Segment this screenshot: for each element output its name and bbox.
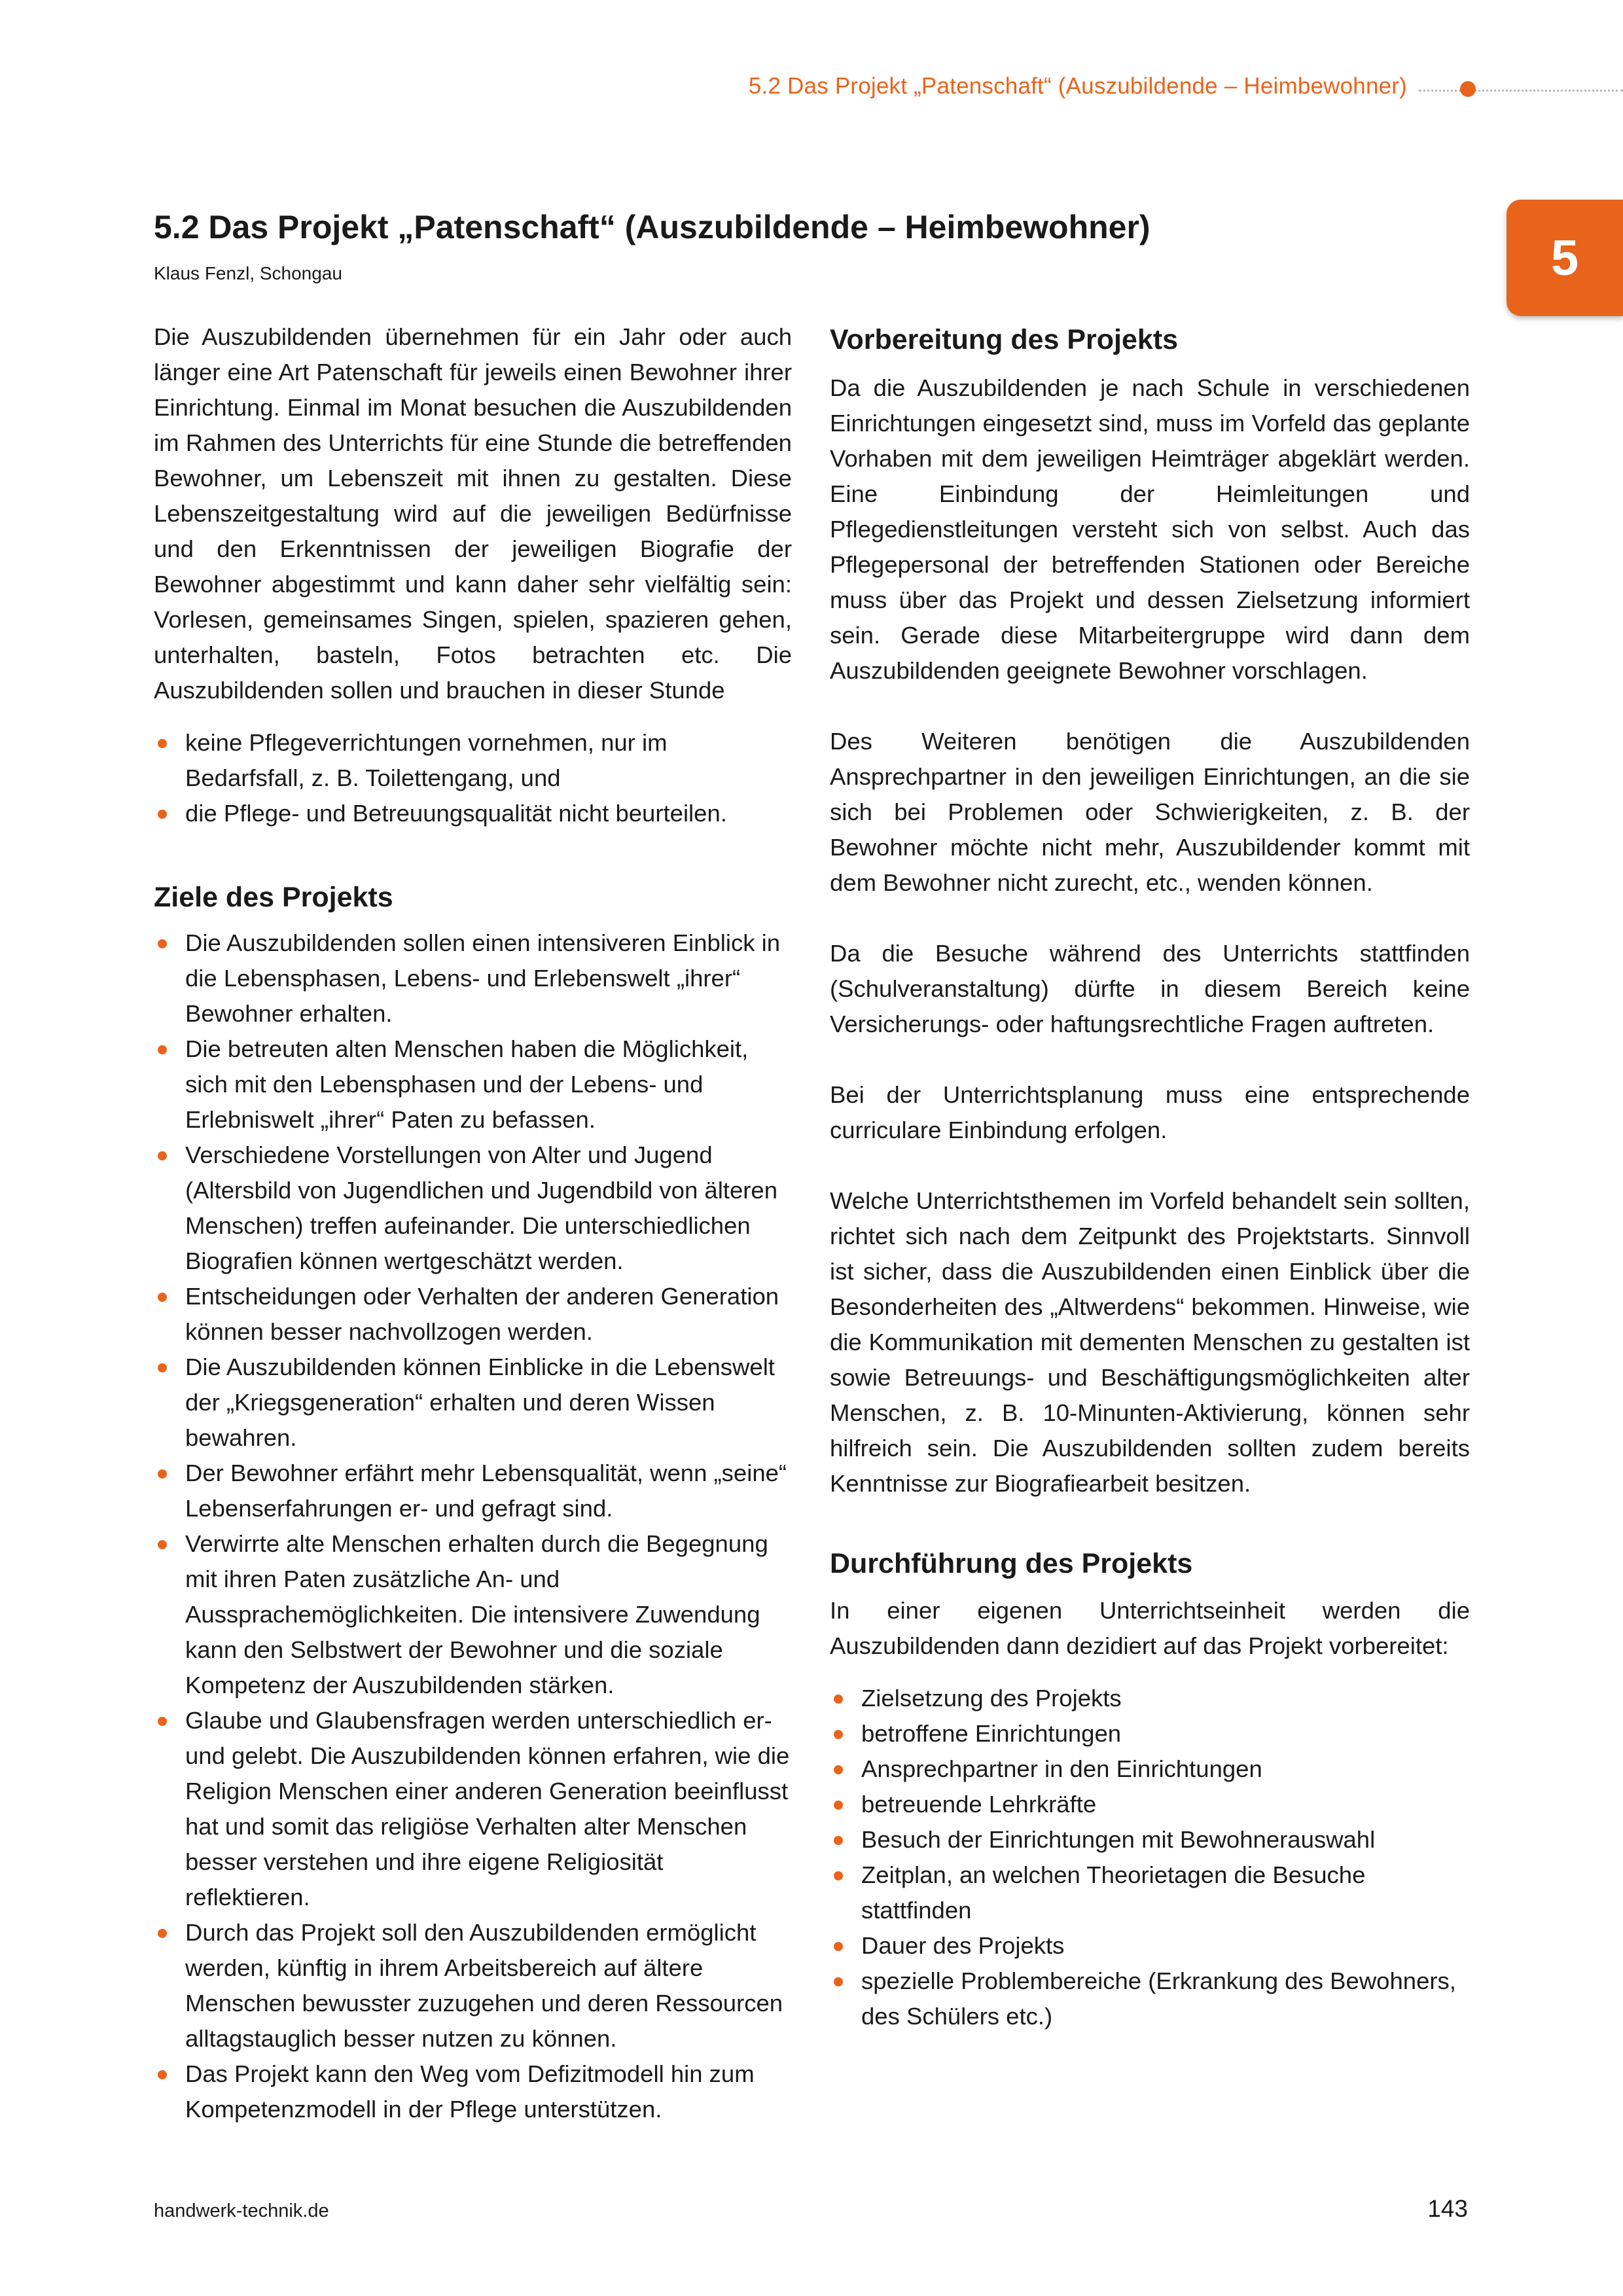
running-head-title: 5.2 Das Projekt „Patenschaft“ (Auszubildende – Heimbewohner) — [748, 73, 1407, 99]
list-item: Die betreuten alten Menschen haben die Möglichkeit, sich mit den Lebensphasen und der Lebens- und Erlebniswelt „ihrer“ Paten zu befassen. — [154, 1031, 792, 1138]
goals-bullet-list — [154, 925, 792, 2127]
list-item: Verwirrte alte Menschen erhalten durch die Begegnung mit ihren Paten zusätzliche An- und Aussprachemöglichkeiten. Die intensivere Zuwendung kann den Selbstwert der Bewohner und die soziale Kompetenz der Auszubildenden stärken. — [154, 1526, 792, 1703]
list-item: Zielsetzung des Projekts — [830, 1681, 1470, 1716]
list-item: Der Bewohner erfährt mehr Lebensqualität, wenn „seine“ Lebenserfahrungen er- und gefragt sind. — [154, 1456, 792, 1526]
page-title: 5.2 Das Projekt „Patenschaft“ (Auszubildende – Heimbewohner) — [154, 209, 1150, 245]
chapter-tab: 5 — [1507, 200, 1623, 316]
right-column — [830, 319, 1470, 2034]
list-item: Die Auszubildenden können Einblicke in die Lebenswelt der „Kriegsgeneration“ erhalten und deren Wissen bewahren. — [154, 1350, 792, 1456]
preparation-paragraph: Da die Besuche während des Unterrichts stattfinden (Schulveranstaltung) dürfte in diesem Bereich keine Versicherungs- oder haftungsrechtliche Fragen auftreten. — [830, 940, 1470, 1037]
list-item: betroffene Einrichtungen — [830, 1716, 1470, 1751]
goals-heading: Ziele des Projekts — [154, 882, 393, 913]
list-item: spezielle Problembereiche (Erkrankung des Bewohners, des Schülers etc.) — [830, 1964, 1470, 2034]
footer-website: handwerk-technik.de — [154, 2200, 329, 2221]
preparation-paragraph: Welche Unterrichtsthemen im Vorfeld behandelt sein sollten, richtet sich nach dem Zeitpunkt des Projektstarts. Sinnvoll ist sicher, dass die Auszubildenden einen Einblick über die Besonderheiten des „Altwerdens“ bekommen. Hinweise, wie die Kommunikation mit dementen Menschen zu gestalten ist sowie Betreuungs- und Beschäftigungsmöglichkeiten alter Menschen, z. B. 10-Minunten-Aktivierung, können sehr hilfreich sein. Die Auszubildenden sollten zudem bereits Kenntnisse zur Biografiearbeit besitzen. — [830, 1187, 1470, 1497]
list-item: Ansprechpartner in den Einrichtungen — [830, 1751, 1470, 1787]
execution-heading: Durchführung des Projekts — [830, 1548, 1193, 1579]
list-item: Entscheidungen oder Verhalten der anderen Generation können besser nachvollzogen werden. — [154, 1279, 792, 1350]
preparation-paragraph: Des Weiteren benötigen die Auszubildenden Ansprechpartner in den jeweiligen Einrichtungen, an die sie sich bei Problemen oder Schwierigkeiten, z. B. der Bewohner möchte nicht mehr, Auszubildender kommt mit dem Bewohner nicht zurecht, etc., wenden können. — [830, 728, 1470, 896]
intro-paragraph: Die Auszubildenden übernehmen für ein Jahr oder auch länger eine Art Patenschaft für jeweils einen Bewohner ihrer Einrichtung. Einmal im Monat besuchen die Auszubildenden im Rahmen des Unterrichts für eine Stunde die betreffenden Bewohner, um Lebenszeit mit ihnen zu gestalten. Diese Lebenszeitgestaltung wird auf die jeweiligen Bedürfnisse und den Erkenntnissen der jeweiligen Biografie der Bewohner abgestimmt und kann daher sehr vielfältig sein: Vorlesen, gemeinsames Singen, spielen, spazieren gehen, unterhalten, basteln, Fotos betrachten etc. Die Auszubildenden sollen und brauchen in dieser Stunde — [154, 323, 792, 704]
author-line: Klaus Fenzl, Schongau — [154, 263, 342, 283]
page-number: 143 — [1427, 2195, 1468, 2222]
list-item: Die Auszubildenden sollen einen intensiveren Einblick in die Lebensphasen, Lebens- und Erlebenswelt „ihrer“ Bewohner erhalten. — [154, 925, 792, 1031]
list-item: Dauer des Projekts — [830, 1928, 1470, 1964]
list-item: Durch das Projekt soll den Auszubildenden ermöglicht werden, künftig in ihrem Arbeitsbereich auf ältere Menschen bewusster zuzugehen und deren Ressourcen alltagstauglich besser nutzen zu können. — [154, 1915, 792, 2056]
intro-bullet-list — [154, 725, 792, 831]
preparation-paragraph: Bei der Unterrichtsplanung muss eine entsprechende curriculare Einbindung erfolgen. — [830, 1081, 1470, 1143]
execution-bullet-list — [830, 1681, 1470, 2034]
preparation-heading: Vorbereitung des Projekts — [830, 324, 1179, 355]
left-column — [154, 319, 792, 2127]
list-item: die Pflege- und Betreuungsqualität nicht beurteilen. — [154, 796, 792, 831]
list-item: Das Projekt kann den Weg vom Defizitmodell hin zum Kompetenzmodell in der Pflege unterstützen. — [154, 2056, 792, 2127]
list-item: Zeitplan, an welchen Theorietagen die Besuche stattfinden — [830, 1857, 1470, 1928]
list-item: Verschiedene Vorstellungen von Alter und Jugend (Altersbild von Jugendlichen und Jugendbild von älteren Menschen) treffen aufeinander. Die unterschiedlichen Biografien können wertgeschätzt werden. — [154, 1138, 792, 1279]
header-dotted-rule — [1419, 90, 1623, 92]
header-dot-marker — [1460, 81, 1476, 97]
list-item: Besuch der Einrichtungen mit Bewohnerauswahl — [830, 1822, 1470, 1857]
preparation-paragraph: Da die Auszubildenden je nach Schule in verschiedenen Einrichtungen eingesetzt sind, muss im Vorfeld das geplante Vorhaben mit dem jeweiligen Heimträger abgeklärt werden. Eine Einbindung der Heimleitungen und Pflegedienstleitungen versteht sich von selbst. Auch das Pflegepersonal der betreffenden Stationen oder Bereiche muss über das Projekt und dessen Zielsetzung informiert sein. Gerade diese Mitarbeitergruppe wird dann dem Auszubildenden geeignete Bewohner vorschlagen. — [830, 374, 1470, 684]
list-item: Glaube und Glaubensfragen werden unterschiedlich er- und gelebt. Die Auszubildenden können erfahren, wie die Religion Menschen einer anderen Generation beeinflusst hat und somit das religiöse Verhalten alter Menschen besser verstehen und ihre eigene Religiosität reflektieren. — [154, 1703, 792, 1915]
list-item: keine Pflegeverrichtungen vornehmen, nur im Bedarfsfall, z. B. Toilettengang, und — [154, 725, 792, 796]
list-item: betreuende Lehrkräfte — [830, 1787, 1470, 1822]
execution-intro: In einer eigenen Unterrichtseinheit werden die Auszubildenden dann dezidiert auf das Projekt vorbereitet: — [830, 1597, 1470, 1659]
